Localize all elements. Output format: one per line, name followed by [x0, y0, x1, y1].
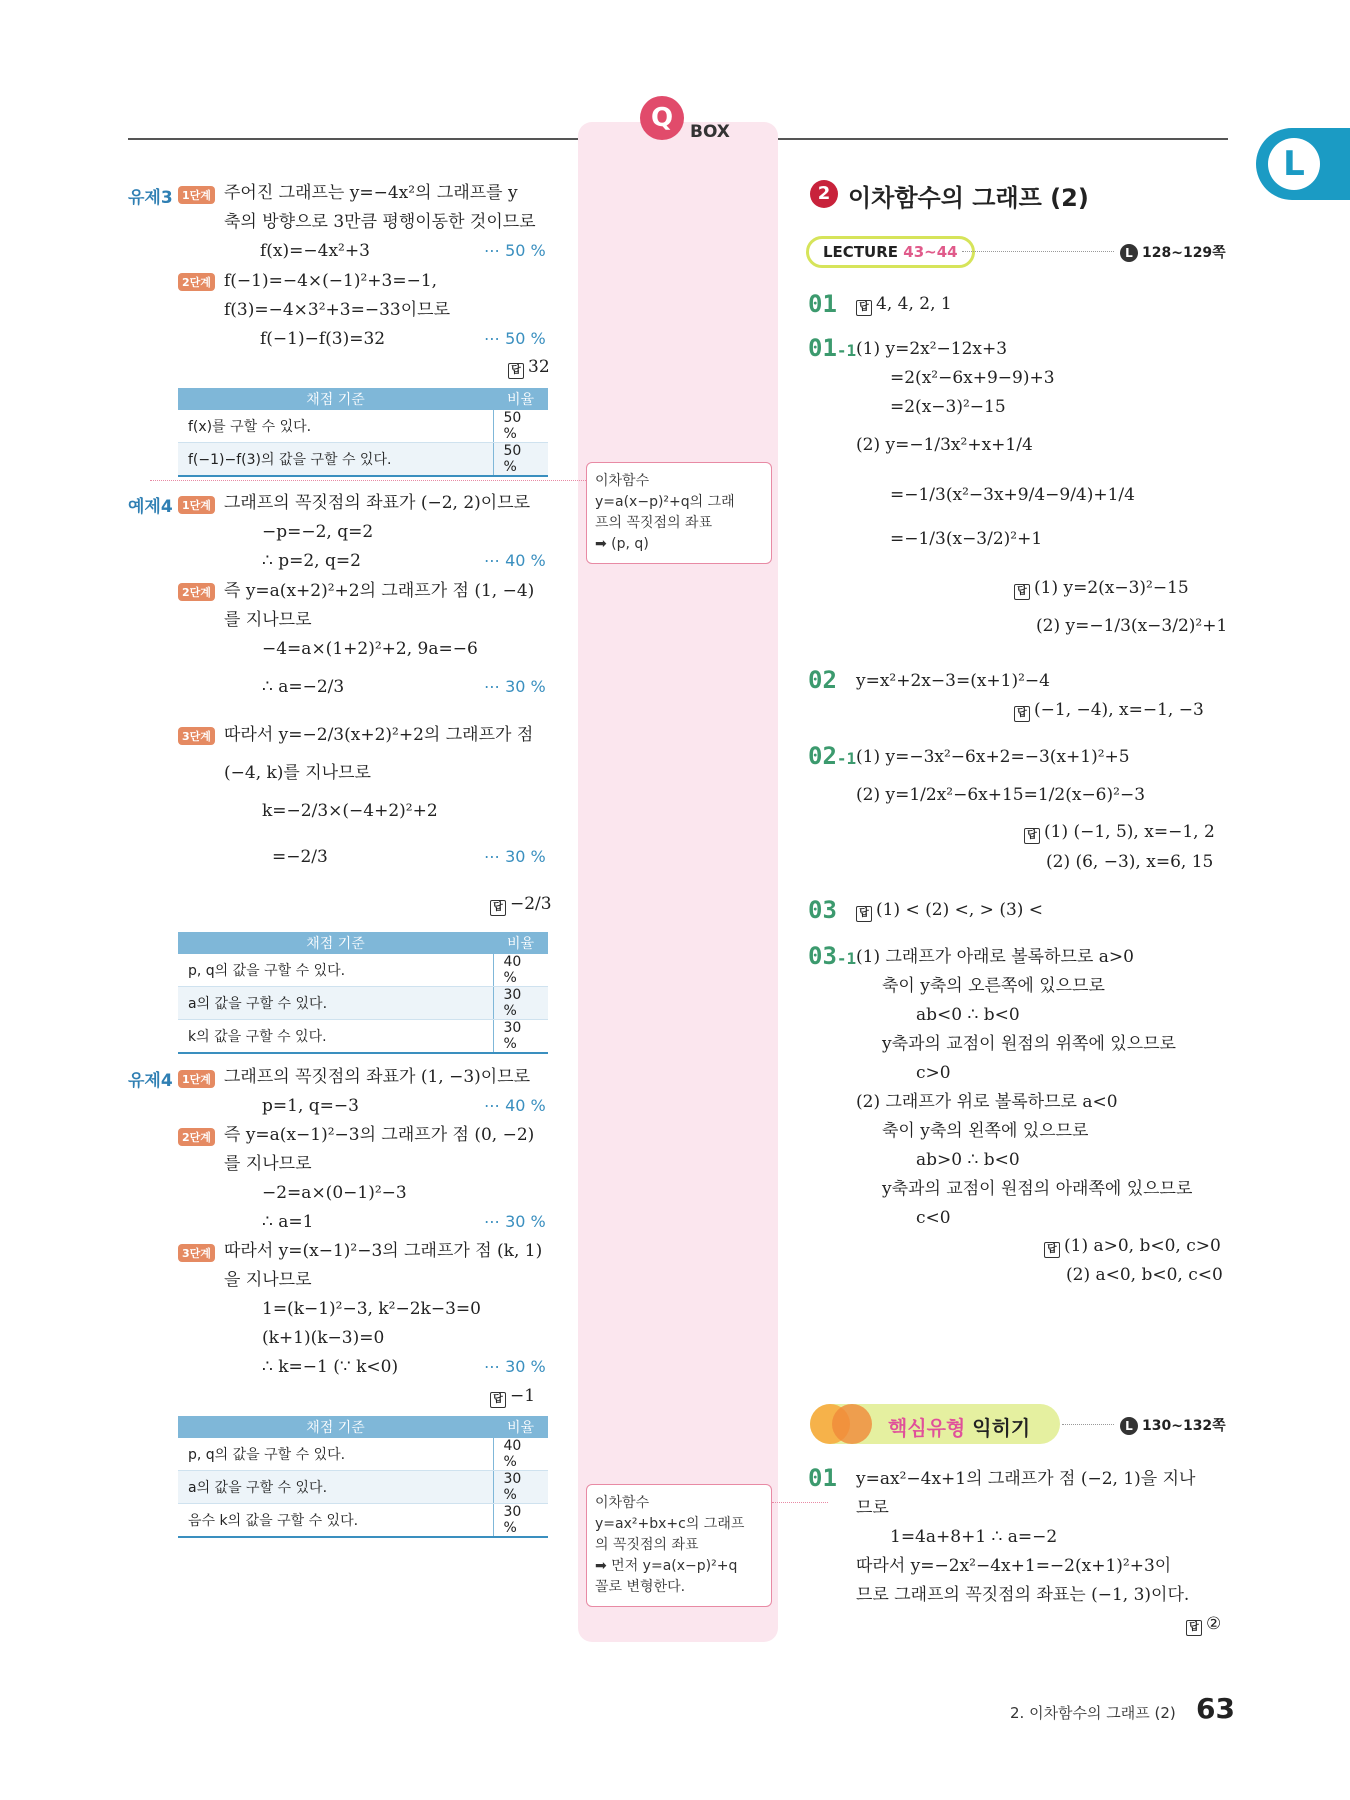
qbox-column [578, 122, 778, 1642]
solution-line: 을 지나므로 [224, 1270, 312, 1290]
solution-line: ∴ a=1 [262, 1212, 314, 1232]
solution-line: f(x)=−4x²+3 [260, 241, 370, 261]
answer [856, 294, 952, 316]
solution-line: 축이 y축의 왼쪽에 있으므로 [882, 1121, 1089, 1141]
answer-value: (1) a>0, b<0, c>0 [1064, 1236, 1221, 1256]
page-reference [1120, 242, 1226, 262]
solution-line: p=1, q=−3 [262, 1096, 359, 1116]
answer-mark-icon: 답 [856, 906, 872, 922]
answer-mark-icon: 답 [1044, 1242, 1060, 1258]
step-badge: 3단계 [178, 727, 215, 745]
score-percent: ⋯ 40 % [484, 1096, 546, 1115]
core-type-title [888, 1412, 1030, 1441]
table-cell: 30 % [493, 987, 548, 1020]
lecture-l-icon: L [1120, 244, 1138, 262]
connector-line [772, 1502, 828, 1503]
table-header-criteria: 채점 기준 [178, 932, 493, 954]
table-cell: f(−1)−f(3)의 값을 구할 수 있다. [178, 443, 493, 477]
table-cell: 50 % [493, 443, 548, 477]
table-cell: f(x)를 구할 수 있다. [178, 410, 493, 443]
answer-line: (2) (6, −3), x=6, 15 [1046, 852, 1214, 872]
score-percent: ⋯ 30 % [484, 847, 546, 866]
solution-line: (1) y=2x²−12x+3 [856, 339, 1008, 359]
qbox-note: 이차함수 y=a(x−p)²+q의 그래 프의 꼭짓점의 좌표 ➡ (p, q) [586, 462, 772, 564]
solution-line: (1) y=−3x²−6x+2=−3(x+1)²+5 [856, 747, 1130, 767]
problem-label-yeje4: 예제4 [128, 497, 173, 517]
solution-line: 축이 y축의 오른쪽에 있으므로 [882, 976, 1105, 996]
step-badge: 1단계 [178, 496, 215, 514]
scoring-table [178, 388, 548, 477]
lecture-l-icon: L [1120, 1417, 1138, 1435]
lecture-badge [806, 236, 975, 268]
top-rule-right [778, 138, 1228, 140]
question-number: 02 [808, 666, 837, 694]
solution-line: −4=a×(1+2)²+2, 9a=−6 [262, 639, 478, 659]
score-percent: ⋯ 30 % [484, 677, 546, 696]
solution-line: ∴ a=−2/3 [262, 677, 345, 697]
answer-line: (2) y=−1/3(x−3/2)²+1 [1036, 616, 1228, 636]
table-cell: 40 % [493, 954, 548, 987]
question-number [808, 742, 856, 770]
score-percent: ⋯ 30 % [484, 1357, 546, 1376]
solution-line: (2) 그래프가 위로 볼록하므로 a<0 [856, 1092, 1118, 1112]
solution-line: (2) y=−1/3x²+x+1/4 [856, 435, 1033, 455]
answer-value: (1) < (2) <, > (3) < [876, 900, 1044, 920]
solution-line: f(−1)−f(3)=32 [260, 329, 386, 349]
answer-value: (1) (−1, 5), x=−1, 2 [1044, 822, 1215, 842]
table-cell: p, q의 값을 구할 수 있다. [178, 1438, 493, 1471]
question-number: 01 [808, 1464, 837, 1492]
question-number-sub: -1 [836, 949, 857, 968]
score-percent: ⋯ 50 % [484, 241, 546, 260]
section-number-badge: 2 [810, 180, 838, 208]
connector-line [150, 480, 586, 481]
core-title-rest: 익히기 [965, 1416, 1031, 1440]
solution-line: (k+1)(k−3)=0 [262, 1328, 385, 1348]
step-badge: 2단계 [178, 1128, 215, 1146]
step-badge: 1단계 [178, 186, 215, 204]
solution-line: 즉 y=a(x+2)²+2의 그래프가 점 (1, −4) [224, 581, 535, 601]
qbox-logo-icon: Q [640, 96, 684, 140]
core-title-accent: 핵심유형 [888, 1416, 966, 1440]
table-header-ratio: 비율 [493, 932, 548, 954]
footer-chapter: 2. 이차함수의 그래프 (2) [1010, 1704, 1176, 1722]
answer-mark-icon: 답 [1014, 706, 1030, 722]
qbox-label: BOX [690, 122, 730, 142]
solution-line: c>0 [916, 1063, 951, 1083]
page-reference-text: 128~129쪽 [1142, 245, 1226, 261]
table-cell: p, q의 값을 구할 수 있다. [178, 954, 493, 987]
answer [856, 900, 1043, 922]
banner-circle-icon [832, 1404, 872, 1444]
solution-line: c<0 [916, 1208, 951, 1228]
table-header-ratio: 비율 [493, 388, 548, 410]
answer [1014, 700, 1204, 722]
table-cell: 30 % [493, 1020, 548, 1054]
step-badge: 1단계 [178, 1070, 215, 1088]
answer-mark-icon: 답 [1186, 1620, 1202, 1636]
answer-line: (2) a<0, b<0, c<0 [1066, 1265, 1223, 1285]
solution-line: y=x²+2x−3=(x+1)²−4 [856, 671, 1050, 691]
solution-line: ab<0 ∴ b<0 [916, 1005, 1020, 1025]
lecture-word: LECTURE [823, 243, 899, 261]
table-cell: 40 % [493, 1438, 548, 1471]
scoring-table [178, 1416, 548, 1538]
qbox-note: 이차함수 y=ax²+bx+c의 그래프 의 꼭짓점의 좌표 ➡ 먼저 y=a(x−p)²+q 꼴로 변형한다. [586, 1484, 772, 1607]
question-number-main: 01 [808, 334, 837, 362]
question-number [808, 942, 856, 970]
table-header-ratio: 비율 [493, 1416, 548, 1438]
solution-line: f(3)=−4×3²+3=−33이므로 [224, 300, 450, 320]
score-percent: ⋯ 30 % [484, 1212, 546, 1231]
solution-line: 따라서 y=(x−1)²−3의 그래프가 점 (k, 1) [224, 1241, 543, 1261]
solution-line: 를 지나므로 [224, 1154, 312, 1174]
problem-label-yuje3: 유제3 [128, 188, 173, 208]
solution-line: 따라서 y=−2/3(x+2)²+2의 그래프가 점 [224, 725, 534, 745]
answer-value: (−1, −4), x=−1, −3 [1034, 700, 1204, 720]
solution-line: =−1/3(x²−3x+9/4−9/4)+1/4 [890, 485, 1135, 505]
lecture-number: 43~44 [903, 243, 958, 261]
question-number-main: 02 [808, 742, 837, 770]
table-cell: 음수 k의 값을 구할 수 있다. [178, 1504, 493, 1538]
solution-line: 1=4a+8+1 ∴ a=−2 [890, 1527, 1058, 1547]
problem-label-yuje4: 유제4 [128, 1071, 173, 1091]
question-number: 03 [808, 896, 837, 924]
score-percent: ⋯ 40 % [484, 551, 546, 570]
table-header-criteria: 채점 기준 [178, 388, 493, 410]
answer-value: −2/3 [510, 894, 552, 914]
dotted-leader [1062, 1424, 1114, 1425]
question-number-sub: -1 [836, 341, 857, 360]
answer-value: ② [1206, 1614, 1222, 1634]
page-reference-text: 130~132쪽 [1142, 1418, 1226, 1434]
table-cell: 30 % [493, 1471, 548, 1504]
solution-line: −p=−2, q=2 [262, 522, 374, 542]
answer-mark-icon: 답 [508, 363, 524, 379]
solution-line: =2(x²−6x+9−9)+3 [890, 368, 1055, 388]
answer-value: 4, 4, 2, 1 [876, 294, 952, 314]
question-number-sub: -1 [836, 749, 857, 768]
solution-line: =−1/3(x−3/2)²+1 [890, 529, 1043, 549]
solution-line: k=−2/3×(−4+2)²+2 [262, 801, 438, 821]
solution-line: 즉 y=a(x−1)²−3의 그래프가 점 (0, −2) [224, 1125, 535, 1145]
answer-mark-icon: 답 [490, 1392, 506, 1408]
dotted-leader [962, 251, 1114, 252]
answer-value: 32 [528, 357, 550, 377]
solution-line: y축과의 교점이 원점의 아래쪽에 있으므로 [882, 1179, 1193, 1199]
table-cell: k의 값을 구할 수 있다. [178, 1020, 493, 1054]
table-header-criteria: 채점 기준 [178, 1416, 493, 1438]
solution-line: 1=(k−1)²−3, k²−2k−3=0 [262, 1299, 481, 1319]
solution-line: ∴ k=−1 (∵ k<0) [262, 1357, 399, 1377]
solution-line: y=ax²−4x+1의 그래프가 점 (−2, 1)을 지나 [856, 1469, 1196, 1489]
answer [508, 357, 550, 379]
answer [490, 1386, 535, 1408]
solution-line: (2) y=1/2x²−6x+15=1/2(x−6)²−3 [856, 785, 1146, 805]
solution-line: 므로 [856, 1498, 889, 1518]
answer [1044, 1236, 1221, 1258]
question-number [808, 334, 856, 362]
step-badge: 3단계 [178, 1244, 215, 1262]
tab-letter: L [1268, 138, 1320, 190]
solution-line: ab>0 ∴ b<0 [916, 1150, 1020, 1170]
section-title: 이차함수의 그래프 (2) [848, 184, 1089, 212]
solution-line: 주어진 그래프는 y=−4x²의 그래프를 y [224, 183, 518, 203]
answer [490, 894, 552, 916]
solution-line: f(−1)=−4×(−1)²+3=−1, [224, 271, 438, 291]
answer [1186, 1614, 1221, 1636]
page-number: 63 [1196, 1692, 1235, 1725]
answer-mark-icon: 답 [1014, 584, 1030, 600]
solution-line: 따라서 y=−2x²−4x+1=−2(x+1)²+3이 [856, 1556, 1172, 1576]
solution-line: −2=a×(0−1)²−3 [262, 1183, 407, 1203]
table-cell: a의 값을 구할 수 있다. [178, 1471, 493, 1504]
score-percent: ⋯ 50 % [484, 329, 546, 348]
solution-line: 축의 방향으로 3만큼 평행이동한 것이므로 [224, 212, 536, 232]
question-number: 01 [808, 290, 837, 318]
answer-value: −1 [510, 1386, 536, 1406]
solution-line: =2(x−3)²−15 [890, 397, 1006, 417]
answer [1024, 822, 1215, 844]
solution-line: 그래프의 꼭짓점의 좌표가 (−2, 2)이므로 [224, 493, 531, 513]
top-rule-left [128, 138, 578, 140]
answer-mark-icon: 답 [1024, 828, 1040, 844]
solution-line: 를 지나므로 [224, 610, 312, 630]
step-badge: 2단계 [178, 273, 215, 291]
lecture-tab-icon [1256, 128, 1350, 200]
answer-mark-icon: 답 [856, 300, 872, 316]
solution-line: (1) 그래프가 아래로 볼록하므로 a>0 [856, 947, 1134, 967]
question-number-main: 03 [808, 942, 837, 970]
core-type-banner [810, 1404, 1060, 1444]
answer [1014, 578, 1189, 600]
table-cell: 30 % [493, 1504, 548, 1538]
solution-line: 므로 그래프의 꼭짓점의 좌표는 (−1, 3)이다. [856, 1585, 1190, 1605]
scoring-table [178, 932, 548, 1054]
table-cell: a의 값을 구할 수 있다. [178, 987, 493, 1020]
answer-mark-icon: 답 [490, 900, 506, 916]
solution-line: 그래프의 꼭짓점의 좌표가 (1, −3)이므로 [224, 1067, 531, 1087]
answer-value: (1) y=2(x−3)²−15 [1034, 578, 1189, 598]
step-badge: 2단계 [178, 583, 215, 601]
page-reference [1120, 1415, 1226, 1435]
solution-line: (−4, k)를 지나므로 [224, 763, 371, 783]
solution-line: =−2/3 [272, 847, 328, 867]
table-cell: 50 % [493, 410, 548, 443]
solution-line: y축과의 교점이 원점의 위쪽에 있으므로 [882, 1034, 1176, 1054]
solution-line: ∴ p=2, q=2 [262, 551, 361, 571]
